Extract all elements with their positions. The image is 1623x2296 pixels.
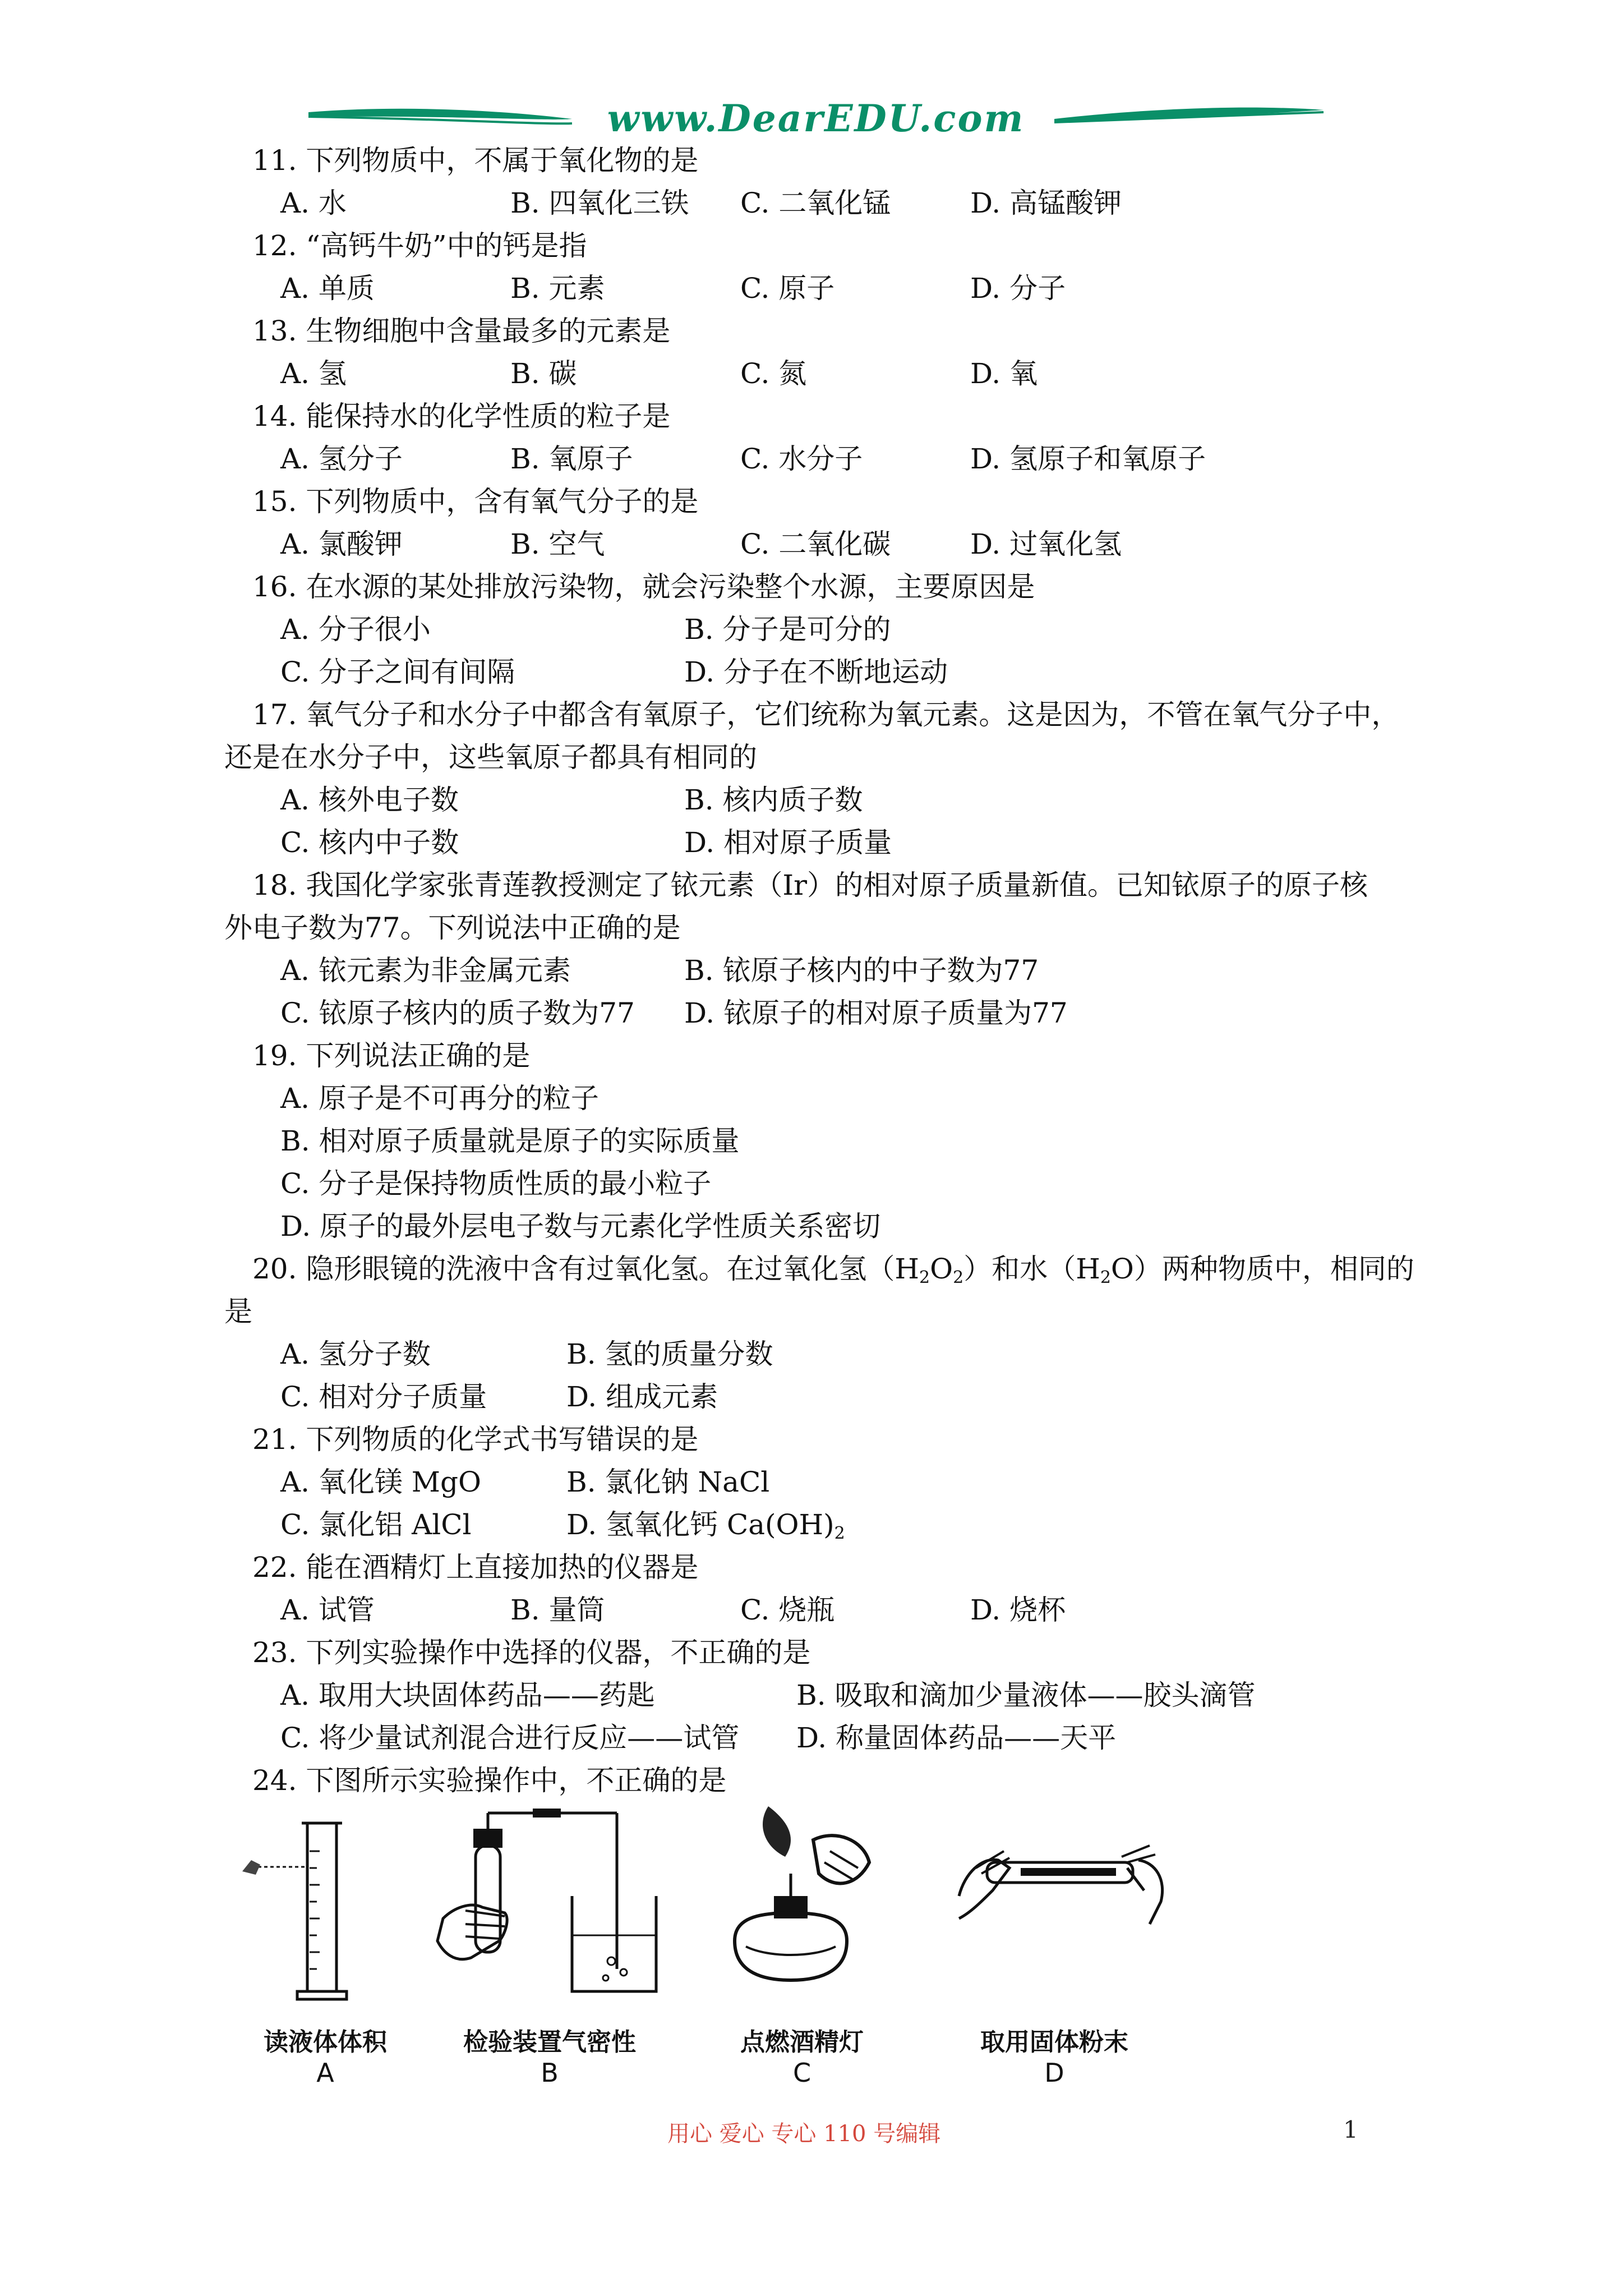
option-c: C. 原子 [740,272,835,305]
question-stem: 21. 下列物质的化学式书写错误的是 [252,1423,699,1456]
option-d: D. 分子 [970,272,1066,305]
option-row [224,1120,1419,1162]
figure-caption: 取用固体粉末 [980,2028,1128,2056]
footer-note: 用心 爱心 专心 110 号编辑 [667,2121,941,2147]
question-14 [224,395,1419,480]
option-c: C. 氮 [740,357,807,390]
option-b: B. 量筒 [510,1594,605,1626]
question-stem: 22. 能在酒精灯上直接加热的仪器是 [252,1551,699,1584]
option-d: D. 组成元素 [566,1381,718,1413]
question-stem: 17. 氧气分子和水分子中都含有氧原子，它们统称为氧元素。这是因为，不管在氧气分子中， [252,698,1400,731]
question-13 [224,310,1419,395]
option-b: B. 氢的质量分数 [566,1338,773,1370]
option-row [224,1077,1419,1120]
option-c: C. 水分子 [740,443,863,475]
page-number: 1 [1343,2116,1358,2143]
question-stem: 18. 我国化学家张青莲教授测定了铱元素（Ir）的相对原子质量新值。已知铱原子的原子核 [252,869,1368,901]
option-row [224,821,1419,864]
question-18 [224,864,1419,1034]
option-c: C. 将少量试剂混合进行反应——试管 [280,1722,740,1754]
page-footer [0,2116,1623,2161]
option-c: C. 氯化铝 AlCl [280,1508,472,1541]
solid-powder-drawing [937,1806,1172,2019]
option-c: C. 分子之间有间隔 [280,656,515,688]
figure-caption: 读液体体积 [264,2028,387,2056]
question-stem: 11. 下列物质中，不属于氧化物的是 [252,144,699,177]
option-a: A. 氢 [280,357,347,390]
option-a: A. 氯酸钾 [280,528,403,560]
option-c: C. 铱原子核内的质子数为77 [280,997,635,1029]
option-row [224,267,1419,310]
question-12 [224,224,1419,310]
subscript: 2 [834,1524,845,1543]
option-d: D. 原子的最外层电子数与元素化学性质关系密切 [280,1210,881,1243]
option-b: B. 相对原子质量就是原子的实际质量 [280,1125,740,1157]
question-23 [224,1631,1419,1759]
figure-letter: B [541,2058,559,2088]
figure-letter: D [1044,2058,1064,2088]
stem-text: O [930,1253,953,1285]
option-b: B. 吸取和滴加少量液体——胶头滴管 [796,1679,1256,1711]
option-d: D. 高锰酸钾 [970,187,1122,219]
question-21 [224,1418,1419,1546]
option-c: C. 核内中子数 [280,826,459,859]
option-row [224,1503,1419,1546]
stem-text: ）和水（H [963,1253,1100,1285]
question-19 [224,1034,1419,1248]
site-watermark: www.DearEDU.com [607,96,1025,140]
question-stem: 19. 下列说法正确的是 [252,1039,531,1072]
option-text: D. 氢氧化钙 Ca(OH) [566,1508,834,1541]
option-b: B. 四氧化三铁 [510,187,689,219]
experiment-figures [236,1806,1279,2098]
option-b: B. 铱原子核内的中子数为77 [684,954,1039,987]
question-17 [224,693,1419,864]
option-c: C. 烧瓶 [740,1594,835,1626]
question-11 [224,139,1419,224]
question-stem: 24. 下图所示实验操作中，不正确的是 [252,1764,727,1797]
option-row [224,1162,1419,1205]
question-22 [224,1546,1419,1631]
option-a: A. 铱元素为非金属元素 [280,954,571,987]
figure-letter: A [316,2058,334,2088]
option-d: D. 称量固体药品——天平 [796,1722,1117,1754]
question-stem: 16. 在水源的某处排放污染物，就会污染整个水源，主要原因是 [252,570,1035,603]
option-a: A. 试管 [280,1594,375,1626]
option-c: C. 二氧化碳 [740,528,891,560]
option-b: B. 分子是可分的 [684,613,891,646]
question-stem [224,1248,1419,1290]
option-row [224,1205,1419,1248]
option-b: B. 碳 [510,357,577,390]
question-24 [224,1759,1419,1802]
option-a: A. 氧化镁 MgO [280,1466,481,1498]
option-b: B. 空气 [510,528,605,560]
question-stem: 13. 生物细胞中含量最多的元素是 [252,315,671,347]
option-d: D. 氢原子和氧原子 [970,443,1206,475]
option-row [224,1375,1419,1418]
option-d: D. 分子在不断地运动 [684,656,948,688]
option-row [224,949,1419,992]
option-row [224,438,1419,480]
option-a: A. 取用大块固体药品——药匙 [280,1679,655,1711]
question-stem: 12. “高钙牛奶”中的钙是指 [252,229,587,262]
option-d [566,1503,852,1546]
option-a: A. 原子是不可再分的粒子 [280,1082,599,1115]
option-a: A. 分子很小 [280,613,431,646]
figure-d [937,1806,1172,2098]
option-d: D. 相对原子质量 [684,826,892,859]
question-16 [224,565,1419,693]
question-15 [224,480,1419,565]
option-row [224,523,1419,565]
option-d: D. 氧 [970,357,1038,390]
option-row [224,1333,1419,1375]
option-row [224,992,1419,1034]
question-20 [224,1248,1419,1418]
question-stem-continued: 是 [224,1295,252,1328]
option-b: B. 氯化钠 NaCl [566,1466,770,1498]
subscript: 2 [1100,1268,1111,1287]
option-row [224,1674,1419,1717]
option-c: C. 分子是保持物质性质的最小粒子 [280,1167,712,1200]
option-row [224,608,1419,651]
stem-text: 20. 隐形眼镜的洗液中含有过氧化氢。在过氧化氢（H [252,1253,920,1285]
option-row [224,182,1419,224]
stem-text: O）两种物质中，相同的 [1110,1253,1414,1285]
figure-b [421,1806,679,2098]
subscript: 2 [953,1268,964,1287]
question-stem: 14. 能保持水的化学性质的粒子是 [252,400,671,432]
figure-letter: C [792,2058,811,2088]
question-list [224,139,1419,1802]
alcohol-lamp-drawing [701,1806,903,2019]
option-row [224,1461,1419,1503]
option-c: C. 二氧化锰 [740,187,891,219]
figure-caption: 点燃酒精灯 [740,2028,864,2056]
option-b: B. 氧原子 [510,443,633,475]
option-d: D. 铱原子的相对原子质量为77 [684,997,1068,1029]
option-b: B. 元素 [510,272,605,305]
graduated-cylinder-drawing [236,1806,415,2019]
airtightness-test-drawing [421,1806,679,2019]
figure-a [236,1806,415,2098]
question-stem: 15. 下列物质中，含有氧气分子的是 [252,485,699,518]
option-row [224,651,1419,693]
option-a: A. 水 [280,187,347,219]
option-row [224,352,1419,395]
figure-caption: 检验装置气密性 [463,2028,636,2056]
option-a: A. 氢分子数 [280,1338,431,1370]
question-stem: 23. 下列实验操作中选择的仪器，不正确的是 [252,1636,811,1669]
figure-c [701,1806,903,2098]
question-stem-continued: 外电子数为77。下列说法中正确的是 [224,912,681,944]
option-row [224,1589,1419,1631]
option-a: A. 氢分子 [280,443,403,475]
option-d: D. 过氧化氢 [970,528,1122,560]
option-a: A. 单质 [280,272,375,305]
question-stem-continued: 还是在水分子中，这些氧原子都具有相同的 [224,741,757,774]
subscript: 2 [919,1268,930,1287]
option-a: A. 核外电子数 [280,784,459,816]
option-c: C. 相对分子质量 [280,1381,487,1413]
option-row [224,779,1419,821]
option-b: B. 核内质子数 [684,784,863,816]
option-row [224,1717,1419,1759]
option-d: D. 烧杯 [970,1594,1066,1626]
